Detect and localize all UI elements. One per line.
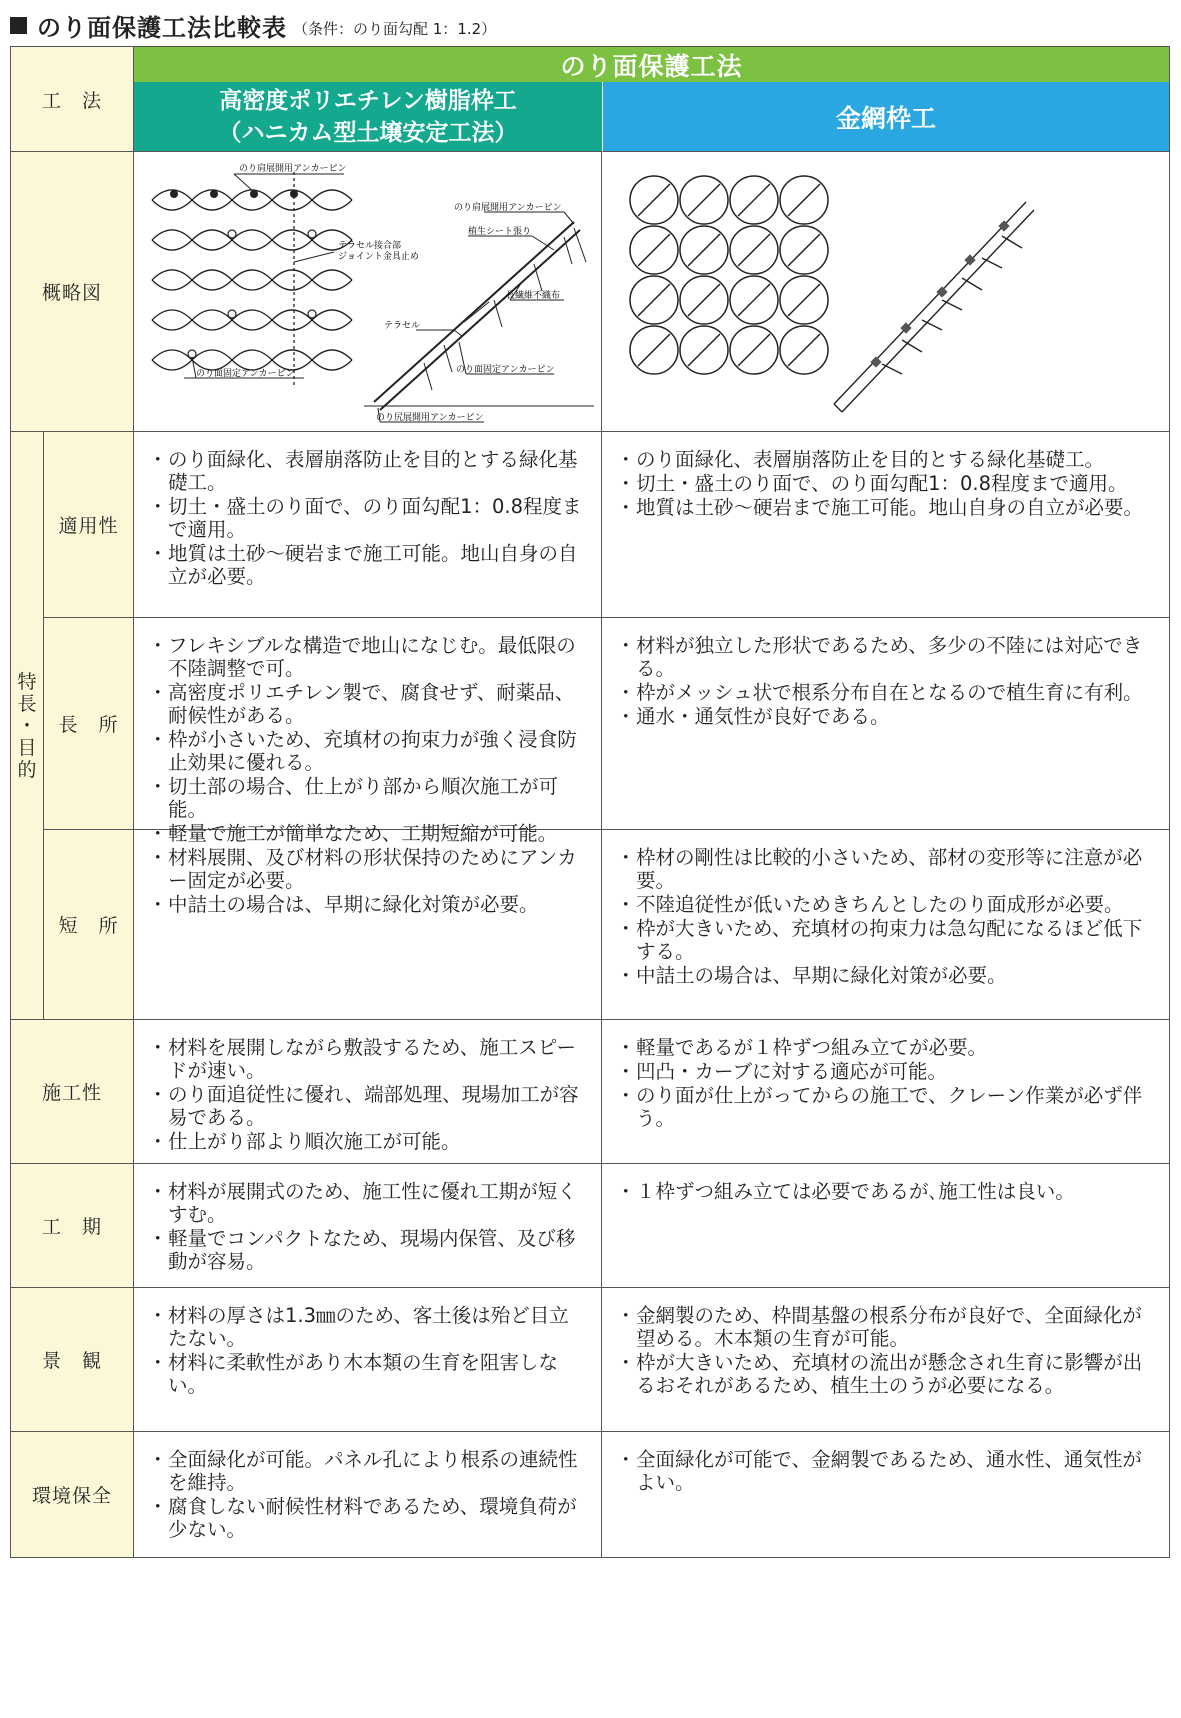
bullet-item: ・ 中詰土の場合は、早期に緑化対策が必要。: [150, 893, 583, 916]
col1-cell: [134, 618, 602, 845]
bullet-list: [150, 1180, 583, 1273]
features-group-char: 的: [17, 758, 37, 781]
bullet-list: [618, 1448, 1151, 1494]
bullet-item: ・ 切土・盛土のり面で、のり面勾配1：0.8程度まで適用。: [618, 472, 1151, 495]
col1-cell: [134, 1164, 602, 1288]
row-label-text: 工 期: [41, 1216, 102, 1238]
col2-cell: [602, 1020, 1170, 1164]
bullet-item: ・ 材料に柔軟性があり木本類の生育を阻害しない。: [150, 1351, 583, 1397]
label-nonwoven: 長繊維不織布: [506, 291, 561, 301]
features-group-char: ・: [17, 714, 37, 737]
label-shoulder-pin: のり肩展開用アンカーピン: [239, 164, 347, 174]
bullet-list: [150, 1304, 583, 1397]
bullet-item: ・ 枠がメッシュ状で根系分布自在となるので植生育に有利。: [618, 681, 1151, 704]
diagram-row-label-text: 概略図: [41, 282, 102, 304]
label-fixed-pin: のり面固定アンカーピン: [196, 369, 295, 379]
group-header-label: のり面保護工法: [560, 51, 743, 81]
bullet-item: ・ 地質は土砂～硬岩まで施工可能。地山自身の自立が必要。: [150, 542, 583, 588]
col1-cell: [134, 1432, 602, 1558]
bullet-item: ・ 材料展開、及び材料の形状保持のためにアンカー固定が必要。: [150, 846, 583, 892]
bullet-item: ・ 凹凸・カーブに対する適応が可能。: [618, 1060, 1151, 1083]
bullet-item: ・ 金網製のため、枠間基盤の根系分布が良好で、全面緑化が望める。木本類の生育が可能。: [618, 1304, 1151, 1350]
col1-cell: [134, 1020, 602, 1164]
col1-cell: [134, 432, 602, 618]
mesh-frame-diagonal: [688, 184, 720, 216]
mesh-frame-diagonal: [738, 284, 770, 316]
bullet-item: ・ 仕上がり部より順次施工が可能。: [150, 1130, 583, 1153]
bullet-item: ・ のり面が仕上がってからの施工で、クレーン作業が必ず伴う。: [618, 1084, 1151, 1130]
wire-mesh-diagram: [602, 152, 1168, 430]
mesh-frame-diagonal: [638, 234, 670, 266]
bullet-list: [150, 1448, 583, 1541]
title-square-icon: [10, 17, 27, 34]
page-title-bar: [10, 8, 496, 42]
label-joint: テラセル接合部: [338, 241, 402, 251]
bullet-item: ・ フレキシブルな構造で地山になじむ。最低限の不陸調整で可。: [150, 634, 583, 680]
mesh-frame-diagonal: [638, 184, 670, 216]
row-label-text: 景 観: [41, 1350, 102, 1372]
features-group-label: [10, 432, 44, 1020]
mesh-frame-diagonal: [688, 284, 720, 316]
features-group-char: 特: [17, 670, 37, 693]
row-label: [44, 432, 134, 618]
mesh-frame-diagonal: [688, 234, 720, 266]
col2-cell: [602, 830, 1170, 1020]
bullet-list: [150, 634, 583, 845]
row-label: [10, 1432, 134, 1558]
row-label: [10, 1020, 134, 1164]
bullet-item: ・ 通水・通気性が良好である。: [618, 705, 1151, 728]
bullet-item: ・ 枠が大きいため、充填材の流出が懸念され生育に影響が出るおそれがあるため、植生土のうが必要になる。: [618, 1351, 1151, 1397]
row-label: [44, 830, 134, 1020]
col2-cell: [602, 432, 1170, 618]
col2-cell: [602, 1164, 1170, 1288]
comparison-table: [10, 46, 1170, 1706]
label-toe-pin: のり尻展開用アンカーピン: [376, 413, 484, 423]
mesh-frame-diagonal: [738, 184, 770, 216]
bullet-item: ・ 枠が小さいため、充填材の拘束力が強く浸食防止効果に優れる。: [150, 728, 583, 774]
row-label-text: 施工性: [41, 1082, 102, 1104]
row-label-text: 長 所: [58, 714, 119, 736]
diagram-col1: [134, 152, 602, 432]
col2-cell: [602, 1288, 1170, 1432]
group-header: [134, 46, 1170, 82]
col1-header: [134, 82, 602, 152]
bullet-item: ・ 切土・盛土のり面で、のり面勾配1：0.8程度まで適用。: [150, 495, 583, 541]
method-header-label: 工 法: [41, 89, 102, 112]
bullet-item: ・ 枠が大きいため、充填材の拘束力は急勾配になるほど低下する。: [618, 917, 1151, 963]
bullet-list: [618, 1304, 1151, 1397]
row-label-text: 短 所: [58, 915, 119, 937]
bullet-item: ・ 腐食しない耐候性材料であるため、環境負荷が少ない。: [150, 1495, 583, 1541]
bullet-item: ・ 材料が独立した形状であるため、多少の不陸には対応できる。: [618, 634, 1151, 680]
bullet-item: ・ のり面緑化、表層崩落防止を目的とする緑化基礎工。: [618, 448, 1151, 471]
row-label-text: 適用性: [58, 515, 119, 537]
bullet-list: [150, 1036, 583, 1153]
bullet-item: ・ 不陸追従性が低いためきちんとしたのり面成形が必要。: [618, 893, 1151, 916]
diagram-col2: [602, 152, 1170, 432]
col1-cell: [134, 830, 602, 1020]
bullet-item: ・ 材料の厚さは1.3㎜のため、客土後は殆ど目立たない。: [150, 1304, 583, 1350]
page-title: のり面保護工法比較表: [37, 13, 287, 42]
label-fixed-pin2: のり面固定アンカーピン: [456, 365, 555, 375]
bullet-list: [618, 1180, 1151, 1203]
col1-header-line2: （ハニカム型土壌安定工法）: [218, 119, 518, 146]
mesh-frame-diagonal: [788, 284, 820, 316]
col1-header-line1: 高密度ポリエチレン樹脂枠工: [219, 87, 517, 114]
bullet-item: ・ 中詰土の場合は、早期に緑化対策が必要。: [618, 964, 1151, 987]
row-label: [44, 618, 134, 830]
method-header: [10, 46, 134, 152]
bullet-list: [618, 634, 1151, 728]
bullet-list: [618, 846, 1151, 987]
mesh-frame-diagonal: [638, 284, 670, 316]
bullet-item: ・ 材料が展開式のため、施工性に優れ工期が短くすむ。: [150, 1180, 583, 1226]
label-shoulder-pin2: のり肩展開用アンカーピン: [454, 203, 562, 213]
mesh-frame-diagonal: [788, 234, 820, 266]
mesh-frame-diagonal: [688, 334, 720, 366]
diagram-row-label: [10, 152, 134, 432]
row-label: [10, 1164, 134, 1288]
bullet-list: [150, 448, 583, 588]
col2-header: [602, 82, 1170, 152]
row-label-text: 環境保全: [31, 1485, 112, 1507]
features-group-char: 長: [17, 692, 37, 715]
bullet-list: [618, 448, 1151, 519]
bullet-item: ・ のり面追従性に優れ、端部処理、現場加工が容易である。: [150, 1083, 583, 1129]
label-veg-sheet: 植生シート張り: [468, 227, 532, 237]
bullet-list: [150, 846, 583, 916]
bullet-item: ・ 全面緑化が可能。パネル孔により根系の連続性を維持。: [150, 1448, 583, 1494]
page-condition: （条件：のり面勾配 1：1.2）: [293, 19, 497, 38]
col2-cell: [602, 618, 1170, 830]
mesh-frame-diagonal: [738, 234, 770, 266]
bullet-item: ・ 切土部の場合、仕上がり部から順次施工が可能。: [150, 775, 583, 821]
bullet-item: ・ １枠ずつ組み立ては必要であるが､施工性は良い。: [618, 1180, 1151, 1203]
col2-cell: [602, 1432, 1170, 1558]
label-joint2: ジョイント金具止め: [338, 252, 419, 262]
bullet-list: [618, 1036, 1151, 1130]
mesh-frame-diagonal: [638, 334, 670, 366]
label-terracel: テラセル: [384, 321, 421, 331]
bullet-item: ・ 軽量でコンパクトなため、現場内保管、及び移動が容易。: [150, 1227, 583, 1273]
bullet-item: ・ 全面緑化が可能で、金網製であるため、通水性、通気性がよい。: [618, 1448, 1151, 1494]
col1-cell: [134, 1288, 602, 1432]
features-group-char: 目: [17, 736, 37, 759]
bullet-item: ・ 材料を展開しながら敷設するため、施工スピードが速い。: [150, 1036, 583, 1082]
bullet-item: ・ 枠材の剛性は比較的小さいため、部材の変形等に注意が必要。: [618, 846, 1151, 892]
bullet-item: ・ 軽量であるが１枠ずつ組み立てが必要。: [618, 1036, 1151, 1059]
honeycomb-diagram: [134, 152, 600, 430]
mesh-frame-diagonal: [788, 334, 820, 366]
bullet-item: ・ のり面緑化、表層崩落防止を目的とする緑化基礎工。: [150, 448, 583, 494]
mesh-frame-diagonal: [738, 334, 770, 366]
col2-header-label: 金網枠工: [835, 103, 936, 133]
mesh-frame-diagonal: [788, 184, 820, 216]
bullet-item: ・ 高密度ポリエチレン製で、腐食せず、耐薬品、耐候性がある。: [150, 681, 583, 727]
bullet-item: ・ 地質は土砂～硬岩まで施工可能。地山自身の自立が必要。: [618, 496, 1151, 519]
bullet-item: ・ 軽量で施工が簡単なため、工期短縮が可能。: [150, 822, 583, 845]
row-label: [10, 1288, 134, 1432]
